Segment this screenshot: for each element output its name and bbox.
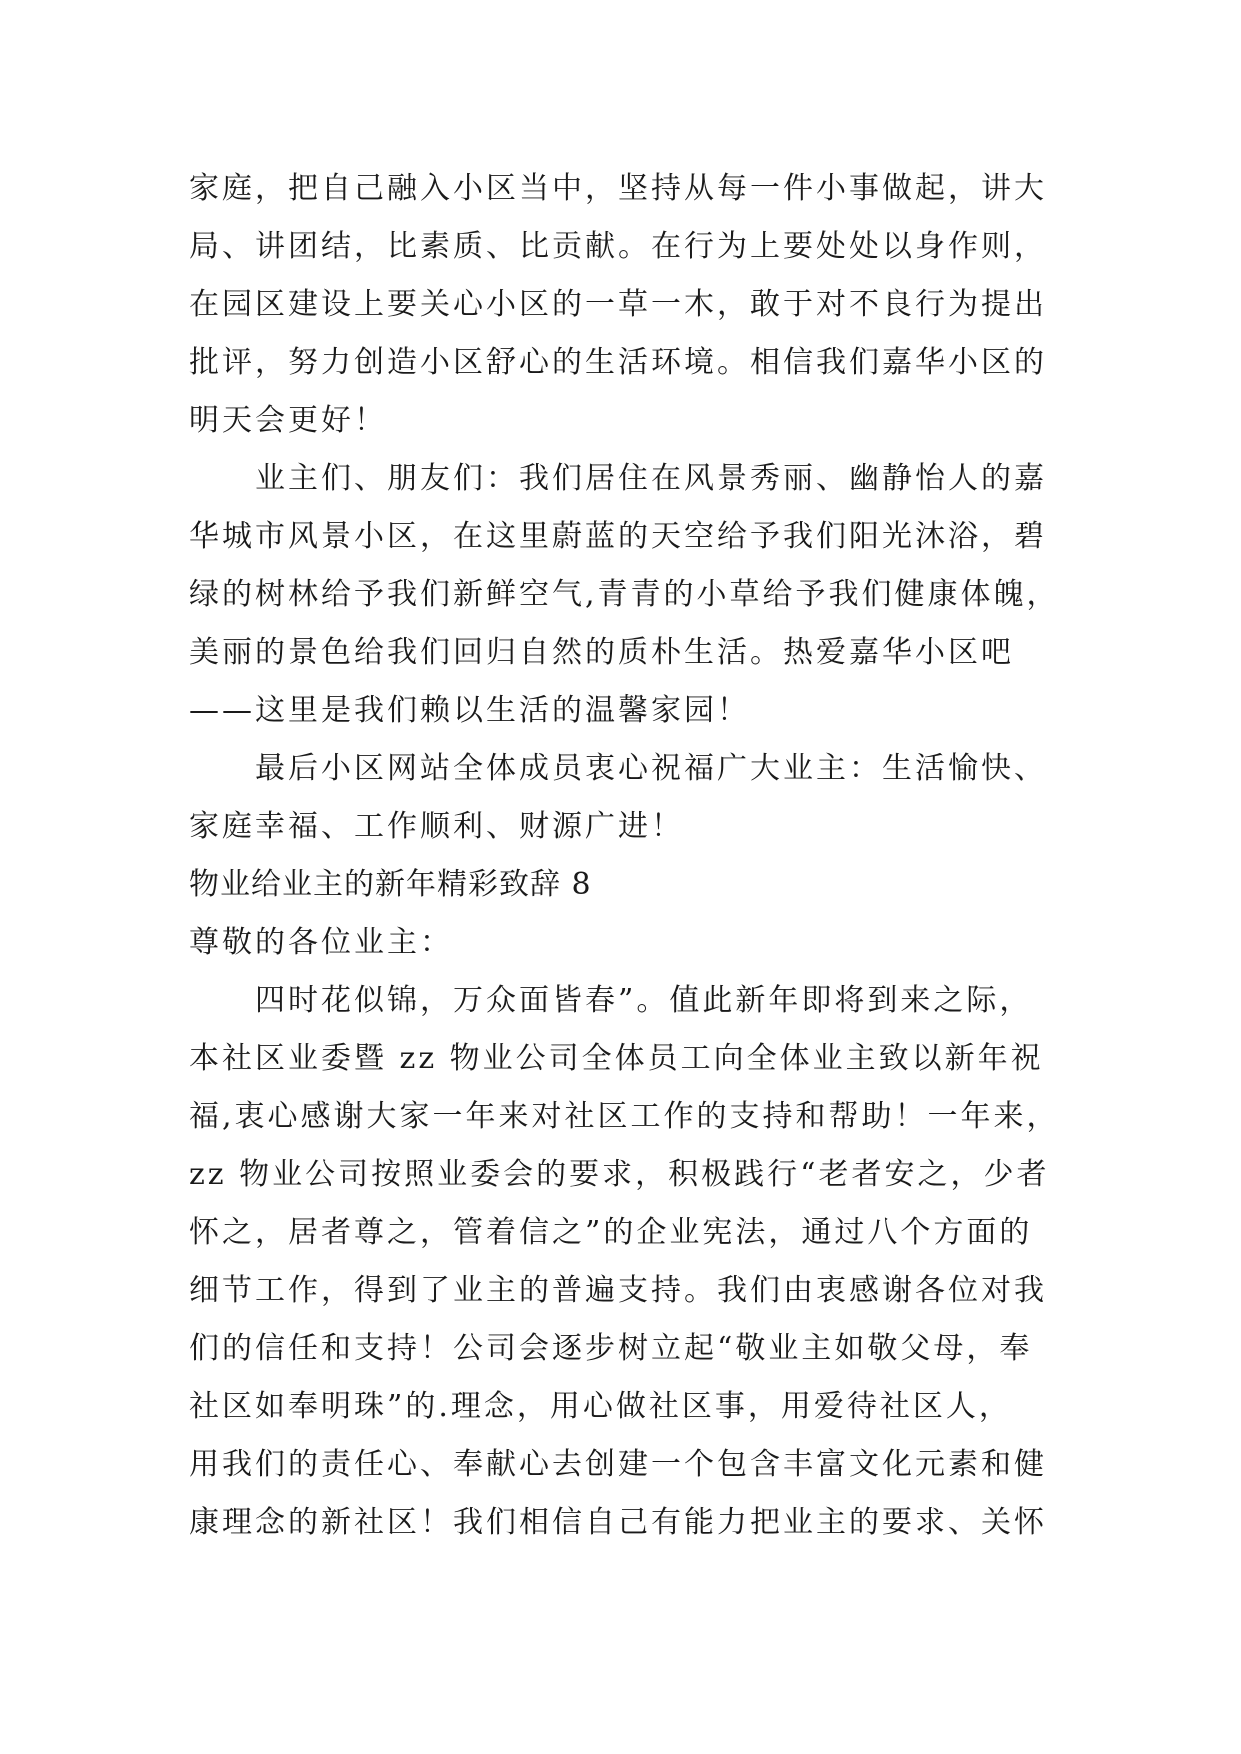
- paragraph-start-line: 四时花似锦，万众面皆春”。值此新年即将到来之际，: [255, 983, 1033, 1018]
- section-title: 物业给业主的新年精彩致辞 8: [189, 867, 592, 902]
- paragraph-start-line: 业主们、朋友们：我们居住在风景秀丽、幽静怡人的嘉: [255, 461, 1047, 496]
- text-line: 家庭幸福、工作顺利、财源广进！: [189, 809, 684, 844]
- text-line: zz 物业公司按照业委会的要求，积极践行“老者安之，少者: [189, 1157, 1050, 1192]
- text-line: 用我们的责任心、奉献心去创建一个包含丰富文化元素和健: [189, 1447, 1047, 1482]
- text-line: 明天会更好！: [189, 403, 387, 438]
- text-line: 福,衷心感谢大家一年来对社区工作的支持和帮助！一年来，: [189, 1099, 1060, 1134]
- text-line: 本社区业委暨 zz 物业公司全体员工向全体业主致以新年祝: [189, 1041, 1044, 1076]
- text-line: 绿的树林给予我们新鲜空气,青青的小草给予我们健康体魄，: [189, 577, 1060, 612]
- text-line: 社区如奉明珠”的.理念，用心做社区事，用爱待社区人，: [189, 1389, 1012, 1424]
- text-line: 康理念的新社区！我们相信自己有能力把业主的要求、关怀: [189, 1505, 1047, 1540]
- text-line: 们的信任和支持！公司会逐步树立起“敬业主如敬父母，奉: [189, 1331, 1033, 1366]
- text-line: 在园区建设上要关心小区的一草一木，敢于对不良行为提出: [189, 287, 1047, 322]
- text-line: 局、讲团结，比素质、比贡献。在行为上要处处以身作则，: [189, 229, 1047, 264]
- document-body: [189, 160, 1069, 1552]
- text-line: 批评，努力创造小区舒心的生活环境。相信我们嘉华小区的: [189, 345, 1047, 380]
- salutation-line: 尊敬的各位业主：: [189, 925, 453, 960]
- text-line: 家庭，把自己融入小区当中，坚持从每一件小事做起，讲大: [189, 171, 1047, 206]
- text-line: 怀之，居者尊之，管着信之”的企业宪法，通过八个方面的: [189, 1215, 1033, 1250]
- text-line: 华城市风景小区，在这里蔚蓝的天空给予我们阳光沐浴，碧: [189, 519, 1047, 554]
- text-line: 美丽的景色给我们回归自然的质朴生活。热爱嘉华小区吧: [189, 635, 1014, 670]
- text-line: ——这里是我们赖以生活的温馨家园！: [189, 693, 750, 728]
- text-line: 细节工作，得到了业主的普遍支持。我们由衷感谢各位对我: [189, 1273, 1047, 1308]
- paragraph-start-line: 最后小区网站全体成员衷心祝福广大业主：生活愉快、: [255, 751, 1047, 786]
